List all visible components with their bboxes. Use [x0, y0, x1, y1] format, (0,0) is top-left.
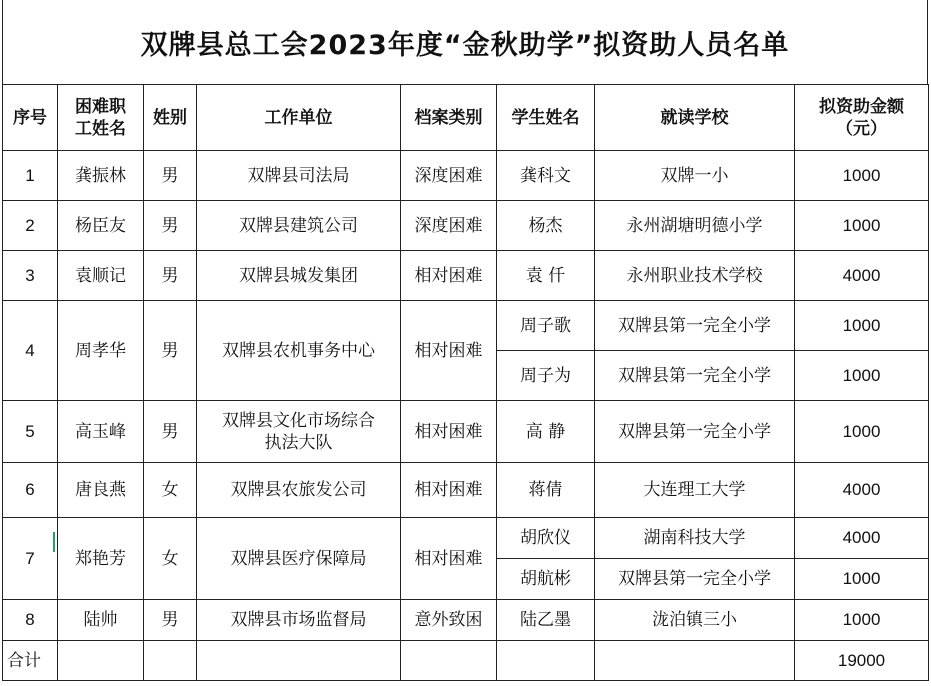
- cell-gender[interactable]: 男: [144, 600, 197, 641]
- cell-gender[interactable]: 男: [144, 401, 197, 463]
- cell-student[interactable]: 胡欣仪: [497, 518, 595, 559]
- cell-unit[interactable]: [197, 201, 401, 251]
- cell-category[interactable]: 相对困难: [401, 518, 497, 600]
- cell-worker[interactable]: 唐良燕: [58, 463, 144, 518]
- cell-student[interactable]: 陆乙墨: [497, 600, 595, 641]
- cell-worker[interactable]: 袁顺记: [58, 251, 144, 301]
- cell-gender[interactable]: 男: [144, 151, 197, 201]
- cell-student[interactable]: 龚科文: [497, 151, 595, 201]
- cell-unit[interactable]: [197, 301, 401, 401]
- table-body: [3, 85, 929, 681]
- cell-school[interactable]: 泷泊镇三小: [595, 600, 795, 641]
- cell-worker[interactable]: 郑艳芳: [58, 518, 144, 600]
- cell-category[interactable]: 深度困难: [401, 151, 497, 201]
- cell-student[interactable]: 胡航彬: [497, 559, 595, 600]
- cell-category[interactable]: 相对困难: [401, 401, 497, 463]
- table-row: [3, 401, 929, 463]
- cell-gender[interactable]: 男: [144, 301, 197, 401]
- cell-unit-line1: 双牌县城发集团: [239, 265, 358, 286]
- cell-unit[interactable]: [197, 401, 401, 463]
- cell-unit[interactable]: [197, 151, 401, 201]
- cell-seq[interactable]: 4: [3, 301, 58, 401]
- cell-worker[interactable]: 杨臣友: [58, 201, 144, 251]
- cell-unit-line1: 双牌县医疗保障局: [230, 548, 367, 569]
- header-unit[interactable]: 工作单位: [197, 85, 401, 151]
- cell-unit-line1: 双牌县农旅发公司: [230, 480, 367, 500]
- empty-cell[interactable]: [197, 641, 401, 681]
- cell-gender[interactable]: 男: [144, 201, 197, 251]
- cell-school[interactable]: 湖南科技大学: [595, 518, 795, 559]
- cell-unit[interactable]: [197, 518, 401, 600]
- cell-student[interactable]: 蒋倩: [497, 463, 595, 518]
- total-label[interactable]: 合计: [3, 641, 58, 681]
- document-title: 双牌县总工会2023年度“金秋助学”拟资助人员名单: [2, 0, 928, 84]
- cell-gender[interactable]: 女: [144, 463, 197, 518]
- cell-amount[interactable]: 1000: [795, 301, 929, 351]
- cell-seq[interactable]: 2: [3, 201, 58, 251]
- table-row: [3, 201, 929, 251]
- cell-gender[interactable]: 女: [144, 518, 197, 600]
- cell-unit-line2: 执法大队: [264, 432, 333, 453]
- cell-student[interactable]: 袁 仟: [497, 251, 595, 301]
- empty-cell[interactable]: [144, 641, 197, 681]
- cell-seq[interactable]: 7: [3, 518, 58, 600]
- cell-unit-line1: 双牌县市场监督局: [230, 610, 367, 630]
- cell-worker[interactable]: 陆帅: [58, 600, 144, 641]
- cell-school[interactable]: 双牌县第一完全小学: [595, 559, 795, 600]
- table-row: [3, 600, 929, 641]
- cell-unit-line1: 双牌县文化市场综合: [222, 410, 375, 431]
- cell-category[interactable]: 相对困难: [401, 301, 497, 401]
- header-gender[interactable]: 姓别: [144, 85, 197, 151]
- table-row: [3, 463, 929, 518]
- table-row: [3, 301, 929, 351]
- cell-amount[interactable]: 1000: [795, 151, 929, 201]
- total-row: [3, 641, 929, 681]
- header-worker[interactable]: [58, 85, 144, 151]
- header-amount[interactable]: [795, 85, 929, 151]
- header-amount-line1: 拟资助金额: [819, 96, 904, 117]
- empty-cell[interactable]: [497, 641, 595, 681]
- cell-school[interactable]: 永州职业技术学校: [595, 251, 795, 301]
- cell-worker[interactable]: 周孝华: [58, 301, 144, 401]
- table-row: [3, 251, 929, 301]
- header-school[interactable]: 就读学校: [595, 85, 795, 151]
- cell-amount[interactable]: 1000: [795, 600, 929, 641]
- cell-amount[interactable]: 1000: [795, 351, 929, 401]
- cell-amount[interactable]: 4000: [795, 251, 929, 301]
- cell-category[interactable]: 深度困难: [401, 201, 497, 251]
- cell-seq[interactable]: 3: [3, 251, 58, 301]
- cell-unit[interactable]: [197, 251, 401, 301]
- header-row: [3, 85, 929, 151]
- cell-amount[interactable]: 4000: [795, 518, 929, 559]
- cell-category[interactable]: 相对困难: [401, 463, 497, 518]
- header-seq[interactable]: 序号: [3, 85, 58, 151]
- cell-gender[interactable]: 男: [144, 251, 197, 301]
- empty-cell[interactable]: [58, 641, 144, 681]
- cell-seq[interactable]: 1: [3, 151, 58, 201]
- cell-worker[interactable]: 龚振林: [58, 151, 144, 201]
- table-row: [3, 518, 929, 559]
- total-amount[interactable]: 19000: [795, 641, 929, 681]
- cell-unit[interactable]: [197, 600, 401, 641]
- cell-unit[interactable]: [197, 463, 401, 518]
- cell-student[interactable]: 高 静: [497, 401, 595, 463]
- cell-unit-line1: 双牌县农机事务中心: [222, 340, 375, 361]
- cell-student[interactable]: 杨杰: [497, 201, 595, 251]
- header-amount-line2: （元）: [836, 118, 887, 139]
- cell-student[interactable]: 周子为: [497, 351, 595, 401]
- cell-category[interactable]: 意外致困: [401, 600, 497, 641]
- cell-school[interactable]: 双牌县第一完全小学: [595, 351, 795, 401]
- header-student[interactable]: 学生姓名: [497, 85, 595, 151]
- spreadsheet: [2, 0, 928, 684]
- cell-category[interactable]: 相对困难: [401, 251, 497, 301]
- header-worker-line2: 工姓名: [75, 118, 126, 139]
- cell-marker: [53, 532, 55, 552]
- header-category[interactable]: 档案类别: [401, 85, 497, 151]
- cell-amount[interactable]: 4000: [795, 463, 929, 518]
- beneficiary-table: [2, 84, 929, 681]
- cell-amount[interactable]: 1000: [795, 201, 929, 251]
- cell-unit-line1: 双牌县建筑公司: [239, 215, 358, 236]
- cell-seq[interactable]: 5: [3, 401, 58, 463]
- cell-seq[interactable]: 6: [3, 463, 58, 518]
- cell-amount[interactable]: 1000: [795, 401, 929, 463]
- cell-school[interactable]: 双牌一小: [595, 151, 795, 201]
- table-row: [3, 151, 929, 201]
- empty-cell[interactable]: [595, 641, 795, 681]
- cell-school[interactable]: 双牌县第一完全小学: [595, 301, 795, 351]
- cell-school[interactable]: 永州湖塘明德小学: [595, 201, 795, 251]
- cell-worker[interactable]: 高玉峰: [58, 401, 144, 463]
- cell-school[interactable]: 大连理工大学: [595, 463, 795, 518]
- cell-amount[interactable]: 1000: [795, 559, 929, 600]
- cell-student[interactable]: 周子歌: [497, 301, 595, 351]
- cell-school[interactable]: 双牌县第一完全小学: [595, 401, 795, 463]
- empty-cell[interactable]: [401, 641, 497, 681]
- header-worker-line1: 困难职: [75, 96, 126, 117]
- cell-unit-line1: 双牌县司法局: [247, 165, 350, 186]
- cell-seq[interactable]: 8: [3, 600, 58, 641]
